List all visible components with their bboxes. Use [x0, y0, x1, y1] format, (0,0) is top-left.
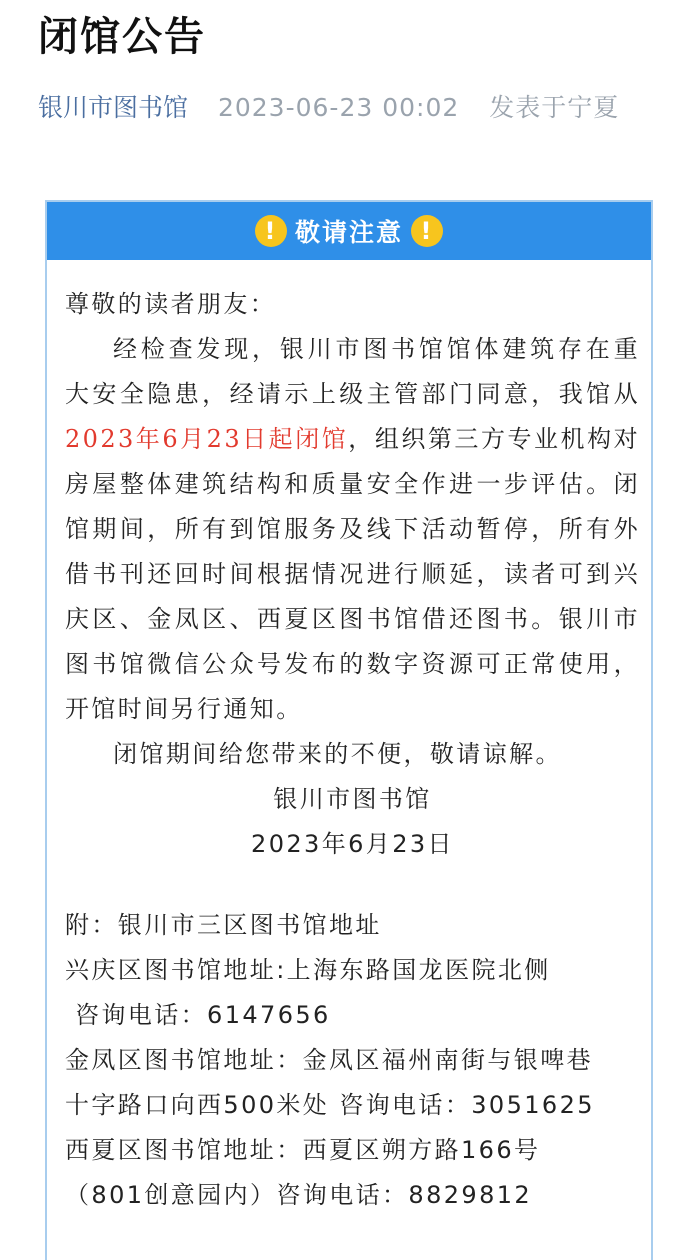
- article-title: 闭馆公告: [38, 14, 206, 60]
- appendix-line: 咨询电话：6147656: [65, 1001, 331, 1029]
- appendix-line: 十字路口向西500米处 咨询电话：3051625: [65, 1091, 595, 1119]
- notice-header-label: 敬请注意: [294, 218, 403, 247]
- author-link[interactable]: 银川市图书馆: [38, 93, 189, 122]
- publish-time: 2023-06-23 00:02: [217, 93, 460, 122]
- signature: 银川市图书馆: [273, 785, 432, 813]
- body-after: ，组织第三方专业机构对房屋整体建筑结构和质量安全作进一步评估。闭馆期间，所有到馆服务及线下活动暂停，所有外借书刊还回时间根据情况进行顺延，读者可到兴庆区、金凤区、西夏区图书馆借还图书。银川市图书馆微信公众号发布的数字资源可正常使用，开馆时间另行通知。: [65, 425, 640, 723]
- appendix-line: （801创意园内）咨询电话：8829812: [65, 1181, 533, 1209]
- closing-line: 闭馆期间给您带来的不便，敬请谅解。: [113, 740, 562, 768]
- notice-body: [65, 327, 640, 732]
- warning-icon: !: [411, 215, 443, 247]
- appendix-line: 兴庆区图书馆地址:上海东路国龙医院北侧: [65, 956, 551, 984]
- closing-date-highlight: 2023年6月23日起闭馆: [65, 425, 349, 453]
- body-before: 经检查发现，银川市图书馆馆体建筑存在重大安全隐患，经请示上级主管部门同意，我馆从: [65, 335, 640, 408]
- appendix-title: 附：银川市三区图书馆地址: [65, 911, 382, 939]
- article-meta: [38, 88, 619, 128]
- notice-content: [65, 282, 640, 1218]
- appendix-line: 金凤区图书馆地址：金凤区福州南街与银啤巷: [65, 1046, 593, 1074]
- publish-location: 发表于宁夏: [489, 93, 620, 122]
- notice-header: [47, 202, 651, 260]
- warning-icon: !: [255, 215, 287, 247]
- appendix-line: 西夏区图书馆地址：西夏区朔方路166号: [65, 1136, 541, 1164]
- salutation: 尊敬的读者朋友：: [65, 290, 277, 318]
- signature-date: 2023年6月23日: [251, 830, 454, 858]
